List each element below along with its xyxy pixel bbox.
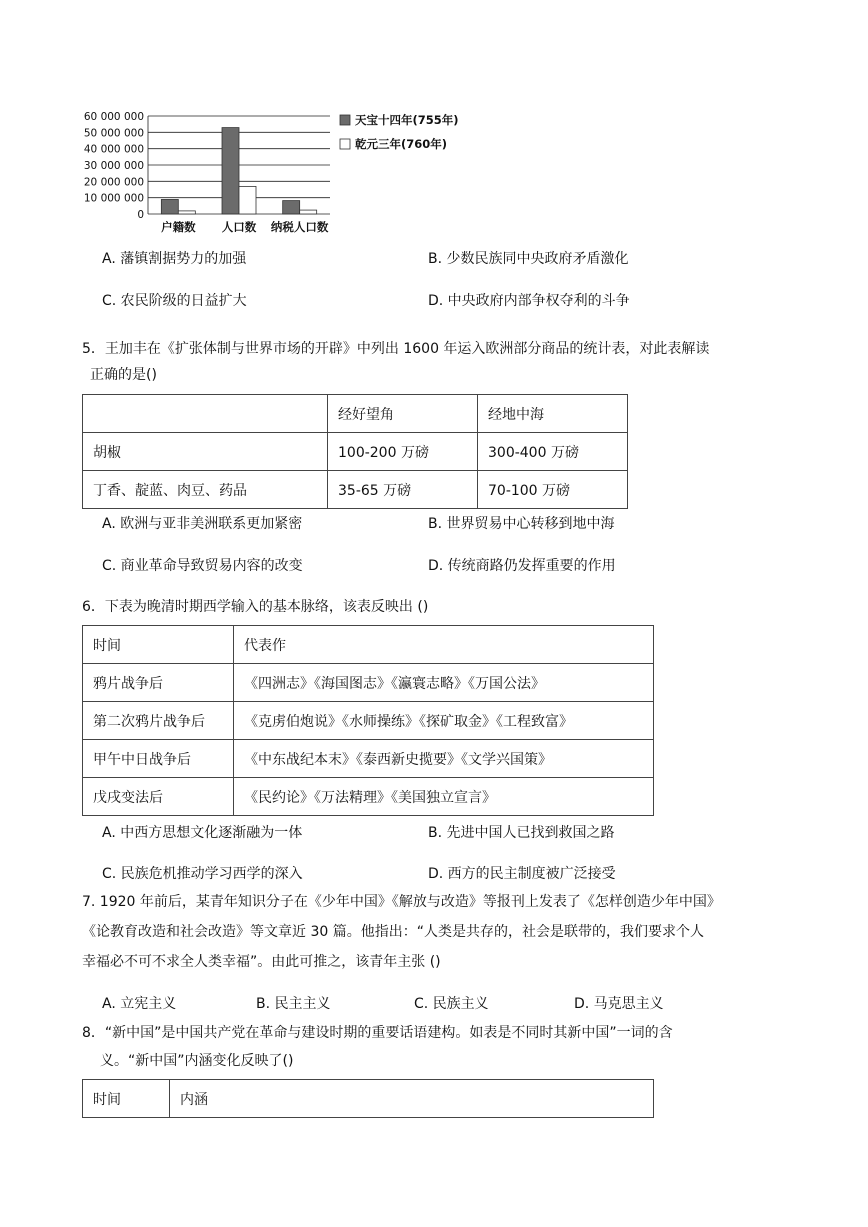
q7-line1: 7. 1920 年前后，某青年知识分子在《少年中国》《解放与改造》等报刊上发表了《怎样创造少年中国》 — [82, 894, 721, 910]
table-cell: 丁香、靛蓝、肉豆、药品 — [83, 471, 328, 509]
table-cell: 70-100 万磅 — [478, 471, 628, 509]
table-cell: 胡椒 — [83, 433, 328, 471]
q8-line2: 义。“新中国”内涵变化反映了() — [100, 1053, 294, 1069]
legend-swatch — [340, 139, 350, 149]
y-tick-label: 30 000 000 — [83, 160, 144, 172]
table-row — [83, 664, 654, 702]
q5-table — [82, 394, 628, 509]
table-cell: 100-200 万磅 — [328, 433, 478, 471]
y-tick-label: 10 000 000 — [83, 192, 144, 205]
table-cell: 《中东战纪本末》《泰西新史揽要》《文学兴国策》 — [234, 740, 654, 778]
table-row — [83, 471, 628, 509]
table-cell: 代表作 — [234, 626, 654, 664]
y-tick-label: 40 000 000 — [83, 143, 144, 156]
q7-option-a: A. 立宪主义 — [102, 996, 177, 1012]
table-cell: 经地中海 — [478, 395, 628, 433]
bar-qianyuan — [178, 211, 195, 214]
table-row — [83, 1080, 654, 1118]
q5-option-b: B. 世界贸易中心转移到地中海 — [428, 516, 615, 532]
q4-option-b: B. 少数民族同中央政府矛盾激化 — [428, 251, 629, 267]
table-cell: 时间 — [83, 1080, 170, 1118]
y-tick-label: 50 000 000 — [83, 127, 144, 140]
table-cell: 甲午中日战争后 — [83, 740, 234, 778]
q5-option-a: A. 欧洲与亚非美洲联系更加紧密 — [102, 516, 303, 532]
bar-qianyuan — [239, 186, 256, 214]
q6-stem: 6．下表为晚清时期西学输入的基本脉络，该表反映出 () — [82, 599, 429, 615]
y-tick-label: 0 — [137, 209, 144, 221]
population-bar-chart — [82, 104, 472, 240]
q8-line1: 8．“新中国”是中国共产党在革命与建设时期的重要话语建构。如表是不同时其新中国”一词的含 — [82, 1025, 673, 1041]
table-cell: 《四洲志》《海国图志》《瀛寰志略》《万国公法》 — [234, 664, 654, 702]
table-row — [83, 626, 654, 664]
bar-tianbao — [161, 199, 178, 214]
table-cell: 经好望角 — [328, 395, 478, 433]
q7-line2: 《论教育改造和社会改造》等文章近 30 篇。他指出：“人类是共存的，社会是联带的，我们要求个人 — [82, 924, 704, 940]
x-tick-label: 户籍数 — [161, 220, 196, 234]
table-cell: 戊戌变法后 — [83, 778, 234, 816]
q4-option-a: A. 藩镇割据势力的加强 — [102, 251, 247, 267]
bar-tianbao — [222, 128, 239, 214]
table-row — [83, 778, 654, 816]
q6-option-d: D. 西方的民主制度被广泛接受 — [428, 866, 616, 882]
table-cell: 时间 — [83, 626, 234, 664]
legend-label: 乾元三年(760年) — [355, 137, 448, 151]
bar-tianbao — [283, 201, 300, 214]
q6-option-a: A. 中西方思想文化逐渐融为一体 — [102, 825, 303, 841]
table-cell: 300-400 万磅 — [478, 433, 628, 471]
table-cell: 《民约论》《万法精理》《美国独立宣言》 — [234, 778, 654, 816]
bar-qianyuan — [300, 210, 317, 214]
q7-option-c: C. 民族主义 — [414, 996, 489, 1012]
table-cell: 内涵 — [170, 1080, 654, 1118]
q5-stem-line1: 5．王加丰在《扩张体制与世界市场的开辟》中列出 1600 年运入欧洲部分商品的统计表，对此表解读 — [82, 341, 710, 357]
legend-swatch — [340, 115, 350, 125]
table-cell: 第二次鸦片战争后 — [83, 702, 234, 740]
table-row — [83, 740, 654, 778]
table-row — [83, 433, 628, 471]
q8-table — [82, 1079, 654, 1118]
y-tick-label: 20 000 000 — [83, 176, 144, 189]
q5-option-d: D. 传统商路仍发挥重要的作用 — [428, 558, 616, 574]
table-cell — [83, 395, 328, 433]
x-tick-label: 人口数 — [221, 220, 257, 234]
table-cell: 鸦片战争后 — [83, 664, 234, 702]
table-cell: 《克虏伯炮说》《水师操练》《探矿取金》《工程致富》 — [234, 702, 654, 740]
table-row — [83, 395, 628, 433]
q7-option-d: D. 马克思主义 — [574, 996, 664, 1012]
q5-option-c: C. 商业革命导致贸易内容的改变 — [102, 558, 303, 574]
table-cell: 35-65 万磅 — [328, 471, 478, 509]
legend-label: 天宝十四年(755年) — [355, 113, 459, 127]
q5-stem-line2: 正确的是() — [90, 367, 157, 383]
q7-line3: 幸福必不可不求全人类幸福”。由此可推之，该青年主张 () — [82, 954, 441, 970]
q7-option-b: B. 民主主义 — [256, 996, 331, 1012]
q6-option-c: C. 民族危机推动学习西学的深入 — [102, 866, 303, 882]
q6-option-b: B. 先进中国人已找到救国之路 — [428, 825, 615, 841]
x-tick-label: 纳税人口数 — [270, 220, 329, 234]
q6-table — [82, 625, 654, 816]
table-row — [83, 702, 654, 740]
y-tick-label: 60 000 000 — [83, 111, 144, 123]
q4-option-d: D. 中央政府内部争权夺利的斗争 — [428, 293, 630, 309]
q4-option-c: C. 农民阶级的日益扩大 — [102, 293, 247, 309]
